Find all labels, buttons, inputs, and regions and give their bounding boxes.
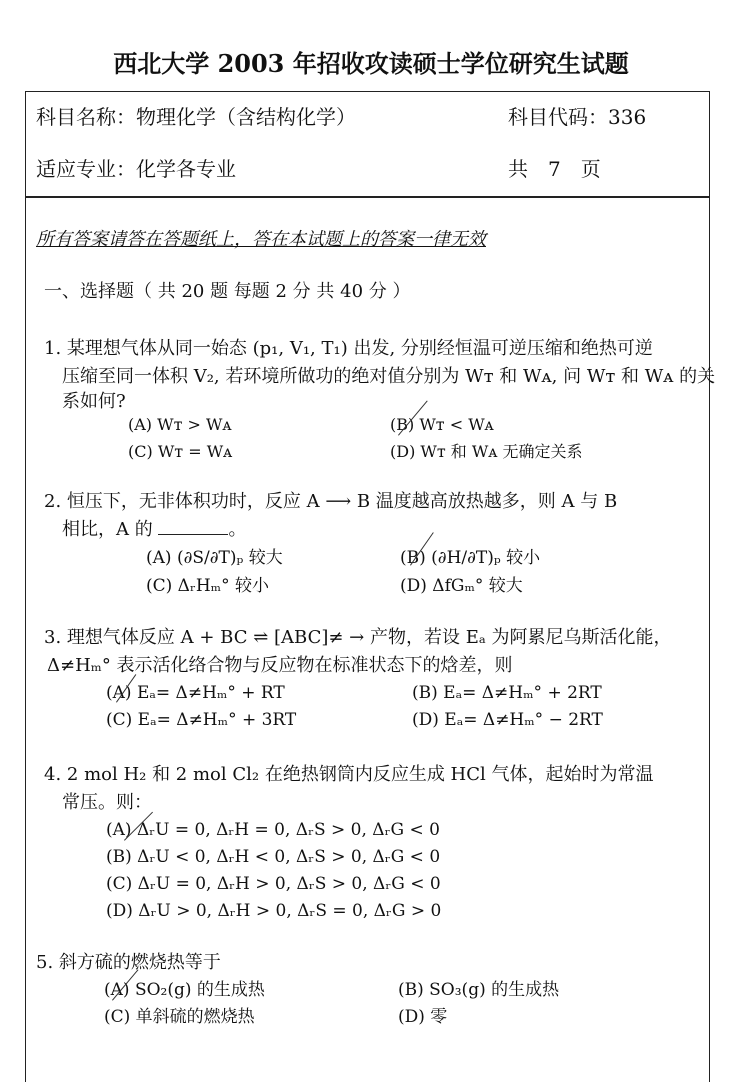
option-c: (C) ΔᵣHₘ° 较小 [146, 576, 270, 596]
option-d: (D) ΔfGₘ° 较大 [400, 576, 523, 596]
option-d: (D) Eₐ= Δ≠Hₘ° − 2RT [412, 710, 603, 730]
question-text-line [62, 519, 246, 541]
applicable-majors: 适应专业：化学各专业 [36, 157, 236, 181]
option-c: (C) ΔᵣU = 0, ΔᵣH > 0, ΔᵣS > 0, ΔᵣG < 0 [106, 874, 441, 894]
subject-name: 科目名称：物理化学（含结构化学） [36, 105, 356, 129]
answer-blank [158, 534, 228, 535]
question-text: 1. 某理想气体从同一始态 (p₁, V₁, T₁) 出发, 分别经恒温可逆压缩和绝热可逆 [44, 338, 653, 359]
option-d: (D) Wᴛ 和 Wᴀ 无确定关系 [390, 442, 583, 461]
option-a: (A) ΔᵣU = 0, ΔᵣH = 0, ΔᵣS > 0, ΔᵣG < 0 [106, 820, 440, 840]
option-b: (B) SO₃(g) 的生成热 [398, 980, 560, 1000]
blank-end: 。 [228, 519, 247, 540]
option-b: (B) Wᴛ < Wᴀ [390, 415, 494, 434]
question-text: 3. 理想气体反应 A + BC ⇌ [ABC]≠ → 产物，若设 Eₐ 为阿累尼乌斯活化能， [44, 627, 672, 648]
option-b: (B) ΔᵣU < 0, ΔᵣH < 0, ΔᵣS > 0, ΔᵣG < 0 [106, 847, 441, 867]
question-text: 相比，A 的 [62, 519, 153, 540]
option-c: (C) 单斜硫的燃烧热 [104, 1007, 255, 1027]
subject-code: 科目代码：336 [508, 105, 647, 129]
option-a: (A) SO₂(g) 的生成热 [104, 980, 265, 1000]
section-heading: 一、选择题（ 共 20 题 每题 2 分 共 40 分 ） [44, 281, 411, 302]
question-text: 系如何? [62, 391, 126, 412]
option-b: (B) (∂H/∂T)ₚ 较小 [400, 548, 541, 568]
question-text: 5. 斜方硫的燃烧热等于 [36, 952, 221, 973]
option-a: (A) Eₐ= Δ≠Hₘ° + RT [106, 683, 285, 703]
question-text: 常压。则： [62, 792, 152, 813]
answer-notice: 所有答案请答在答题纸上，答在本试题上的答案一律无效 [36, 229, 486, 250]
question-text: 2. 恒压下，无非体积功时，反应 A ⟶ B 温度越高放热越多，则 A 与 B [44, 491, 618, 512]
question-text: 4. 2 mol H₂ 和 2 mol Cl₂ 在绝热钢筒内反应生成 HCl 气体，起始时为常温 [44, 764, 654, 785]
header-divider [25, 196, 710, 198]
option-a: (A) (∂S/∂T)ₚ 较大 [146, 548, 283, 568]
option-a: (A) Wᴛ > Wᴀ [128, 415, 232, 434]
question-text: 压缩至同一体积 V₂, 若环境所做功的绝对值分别为 Wᴛ 和 Wᴀ, 问 Wᴛ 和 Wᴀ 的关 [62, 366, 716, 387]
option-d: (D) ΔᵣU > 0, ΔᵣH > 0, ΔᵣS = 0, ΔᵣG > 0 [106, 901, 442, 921]
option-b: (B) Eₐ= Δ≠Hₘ° + 2RT [412, 683, 602, 703]
option-d: (D) 零 [398, 1007, 448, 1027]
option-c: (C) Wᴛ = Wᴀ [128, 442, 233, 461]
exam-title: 西北大学 2003 年招收攻读硕士学位研究生试题 [113, 49, 629, 78]
option-c: (C) Eₐ= Δ≠Hₘ° + 3RT [106, 710, 297, 730]
page-count: 共 7 页 [508, 157, 601, 181]
question-text: Δ≠Hₘ° 表示活化络合物与反应物在标准状态下的焓差，则 [47, 655, 513, 676]
